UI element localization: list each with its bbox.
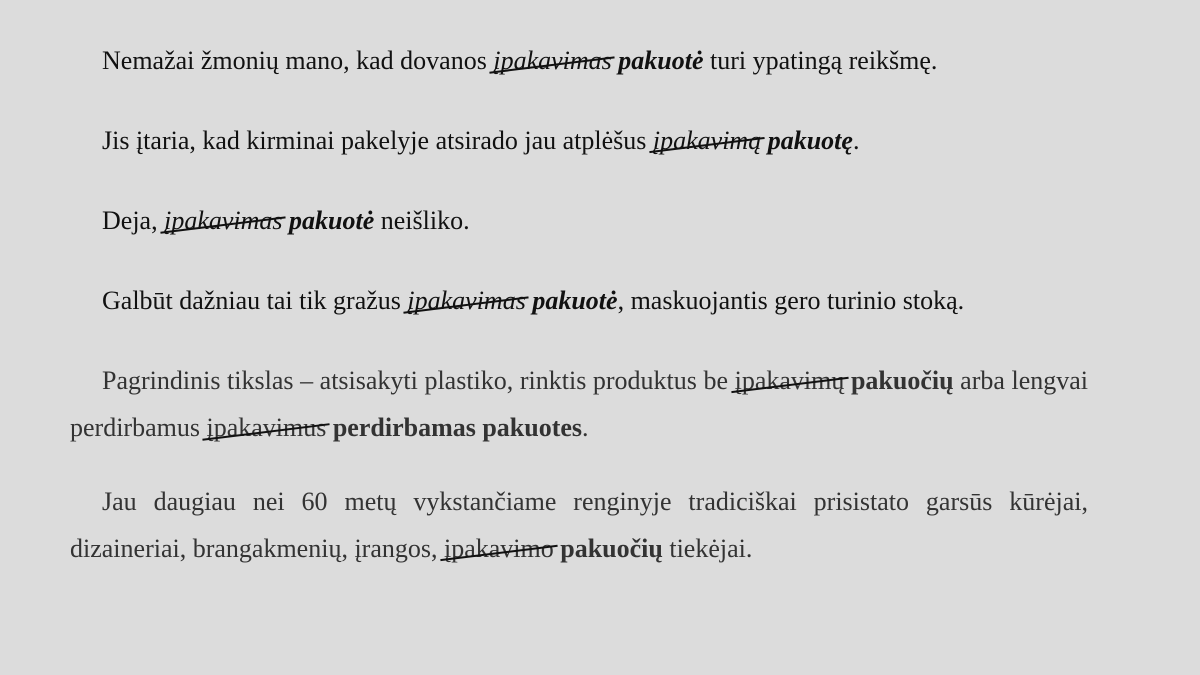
- sentence-text: , maskuojantis gero turinio stoką.: [617, 286, 965, 315]
- struck-wrong-word: įpakavimas: [493, 37, 611, 84]
- sentence-text: Jau daugiau nei 60 metų vykstančiame renginyje tradiciškai prisistato garsūs kūrėjai, dizaineriai, brangakmenių, įrangos,: [70, 487, 1088, 563]
- sentence-text: turi ypatingą reikšmę.: [703, 46, 938, 75]
- sentence-text: Nemažai žmonių mano, kad dovanos: [102, 46, 494, 75]
- struck-wrong-word: įpakavimą: [653, 117, 761, 164]
- correct-word: pakuotė: [532, 286, 618, 315]
- sentence-text: Deja,: [102, 206, 165, 235]
- correct-word: pakuotė: [618, 46, 704, 75]
- sentence-2: [70, 117, 1088, 164]
- sentence-1: [70, 37, 1088, 84]
- struck-wrong-word: įpakavimo: [444, 525, 554, 572]
- correct-word: pakuočių: [560, 534, 663, 563]
- sentence-4: [70, 277, 1088, 324]
- struck-wrong-word: įpakavimas: [407, 277, 525, 324]
- sentence-text: neišliko.: [374, 206, 470, 235]
- struck-wrong-word-2: įpakavimus: [206, 404, 326, 451]
- struck-wrong-word: įpakavimų: [735, 357, 845, 404]
- sentence-5: [70, 357, 1088, 451]
- sentence-text: arba lengvai perdirbamus: [70, 366, 1089, 442]
- correct-word-2: perdirbamas pakuotes: [332, 413, 583, 442]
- sentence-text: .: [852, 126, 860, 155]
- struck-wrong-word: įpakavimas: [164, 197, 282, 244]
- correct-word: pakuotė: [289, 206, 375, 235]
- sentence-6: [70, 478, 1088, 572]
- correct-word: pakuotę: [767, 126, 853, 155]
- sentence-text: Jis įtaria, kad kirminai pakelyje atsirado jau atplėšus: [102, 126, 653, 155]
- sentence-text: Galbūt dažniau tai tik gražus: [102, 286, 408, 315]
- sentence-3: [70, 197, 1088, 244]
- correct-word: pakuočių: [850, 366, 954, 395]
- sentence-text: tiekėjai.: [662, 534, 753, 563]
- sentence-text: Pagrindinis tikslas – atsisakyti plastiko, rinktis produktus be: [102, 366, 735, 395]
- sentence-text: .: [582, 413, 589, 442]
